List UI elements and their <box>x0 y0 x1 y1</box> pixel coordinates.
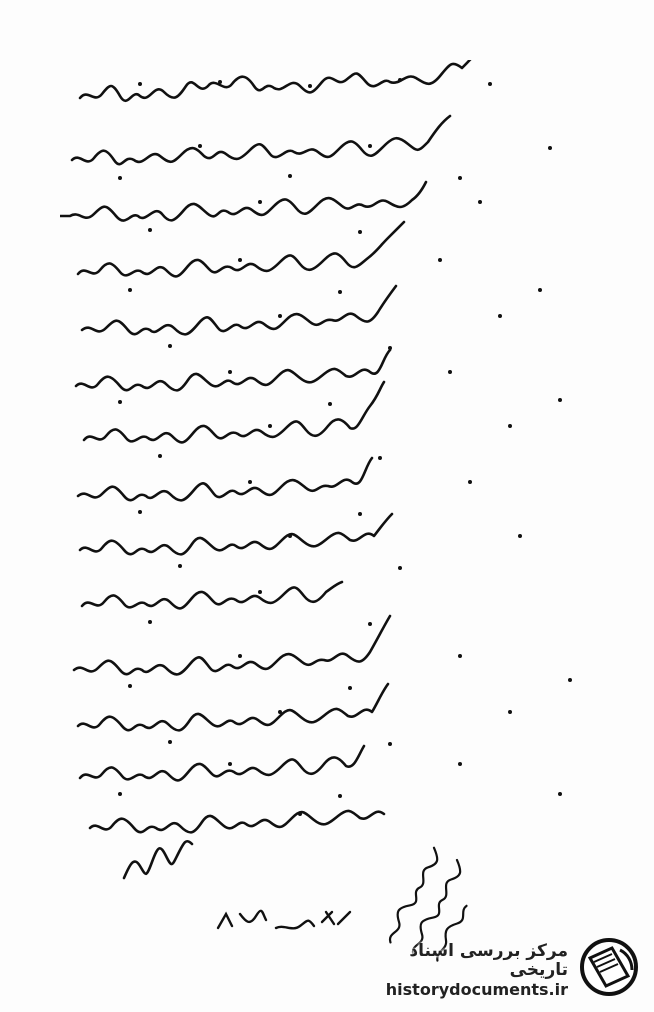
handwritten-date <box>210 900 360 940</box>
watermark-url: historydocuments.ir <box>385 980 568 1000</box>
watermark <box>356 934 646 1004</box>
signature-stroke <box>118 840 198 890</box>
watermark-text <box>356 942 568 999</box>
handwriting-strokes <box>60 60 630 840</box>
signature <box>118 840 198 890</box>
document-seal-icon <box>576 936 642 998</box>
date-strokes <box>210 900 360 940</box>
watermark-title: مرکز بررسی اسناد تاریخی <box>409 941 568 980</box>
handwritten-letter-body <box>60 60 630 840</box>
